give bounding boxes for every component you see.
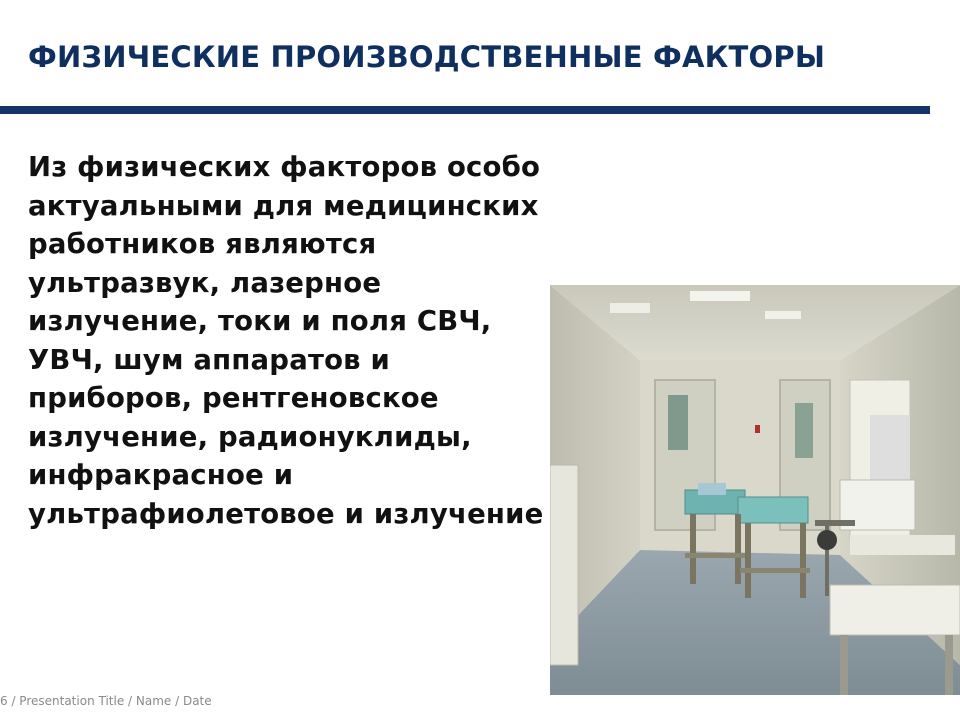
title-underline bbox=[0, 106, 930, 114]
slide-body-text: Из физических факторов особо актуальными для медицинских работников являются ультразвук, лазерное излучение, токи и поля СВЧ, УВЧ, шум аппаратов и приборов, рентгеновское излучение, радионуклиды, инфракрасное и ультрафиолетовое и излучение bbox=[28, 151, 544, 530]
slide-title: ФИЗИЧЕСКИЕ ПРОИЗВОДСТВЕННЫЕ ФАКТОРЫ bbox=[28, 40, 826, 74]
hospital-corridor-photo bbox=[550, 285, 960, 695]
slide-footer: 6 / Presentation Title / Name / Date bbox=[0, 694, 212, 708]
